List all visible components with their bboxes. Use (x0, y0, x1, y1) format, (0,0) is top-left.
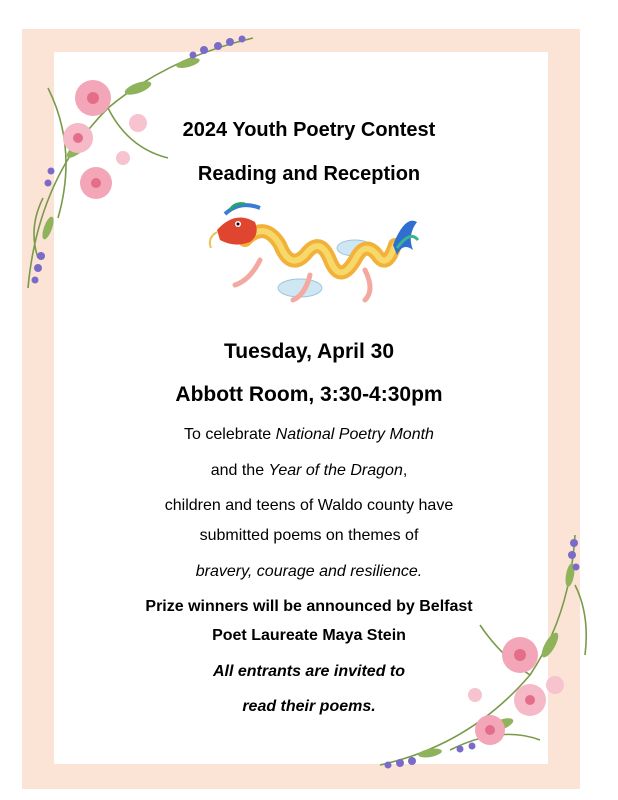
dragon-year-text: and the (210, 462, 269, 479)
children-line: children and teens of Waldo county have (164, 497, 454, 514)
prize-line-1: Prize winners will be announced by Belfast (145, 598, 473, 615)
dragon-year-line (0, 462, 618, 480)
event-location-time: Abbott Room, 3:30-4:30pm (175, 383, 443, 406)
celebrate-emphasis: National Poetry Month (275, 426, 434, 443)
title-line-2: Reading and Reception (197, 163, 421, 185)
invite-line-2: read their poems. (242, 698, 376, 715)
dragon-year-emphasis: Year of the Dragon (268, 462, 403, 479)
prize-line-2: Poet Laureate Maya Stein (212, 627, 406, 644)
celebrate-line (0, 426, 618, 444)
submitted-line: submitted poems on themes of (199, 527, 419, 544)
invite-line-1: All entrants are invited to (212, 663, 406, 680)
celebrate-text: To celebrate (184, 426, 276, 443)
title-line-1: 2024 Youth Poetry Contest (182, 119, 436, 141)
dragon-year-punct: , (402, 462, 408, 479)
themes-line: bravery, courage and resilience. (195, 563, 423, 580)
dragon-illustration-icon (205, 200, 420, 315)
event-date: Tuesday, April 30 (224, 340, 394, 363)
